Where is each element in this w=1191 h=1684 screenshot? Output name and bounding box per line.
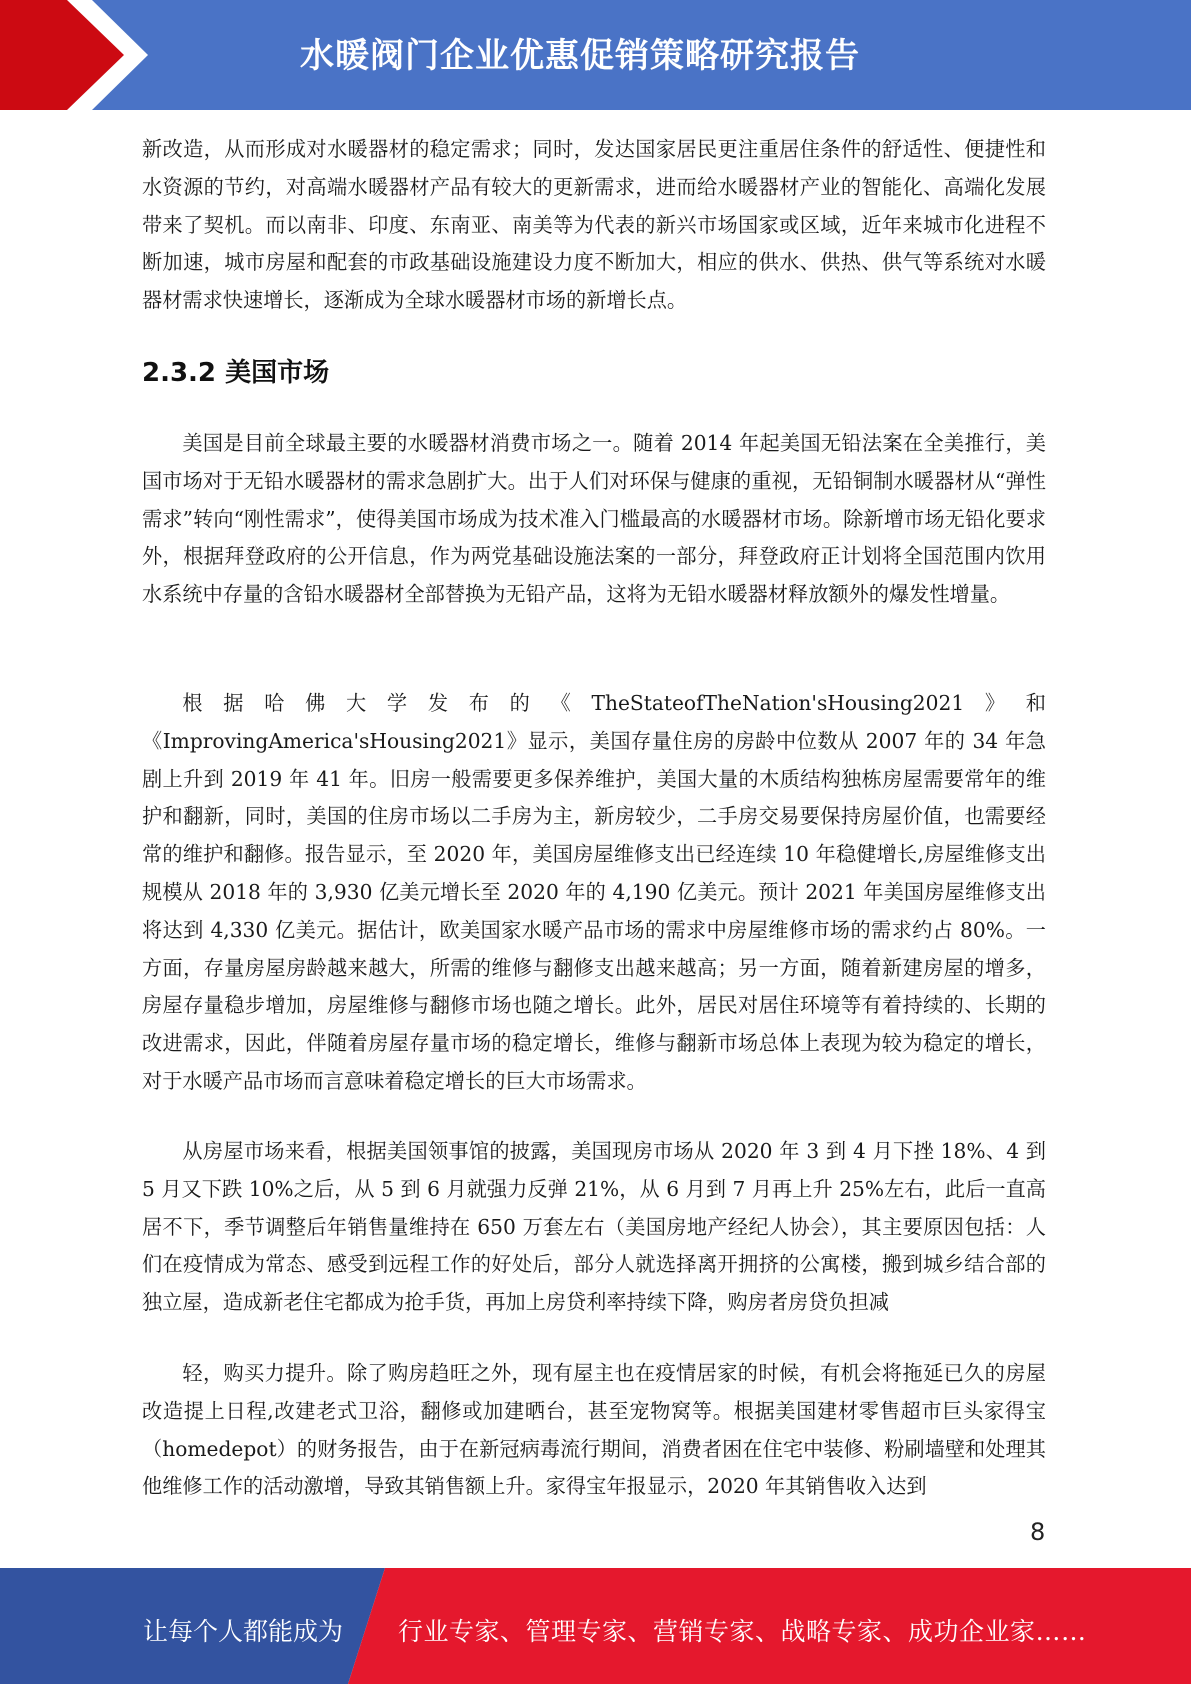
footer-slogan-left: 让每个人都能成为 <box>143 1617 344 1646</box>
paragraph: 轻，购买力提升。除了购房趋旺之外，现有屋主也在疫情居家的时候，有机会将拖延已久的房屋改造提上日程,改建老式卫浴，翻修或加建晒台，甚至宠物窝等。根据美国建材零售超市巨头家得宝（homedepot）的财务报告，由于在新冠病毒流行期间，消费者困在住宅中装修、粉刷墙壁和处理其他维修工作的活动激增，导致其销售额上升。家得宝年报显示，2020 年其销售收入达到 <box>142 1361 1046 1499</box>
paragraph: 美国是目前全球最主要的水暖器材消费市场之一。随着 2014 年起美国无铅法案在全美推行，美国市场对于无铅水暖器材的需求急剧扩大。出于人们对环保与健康的重视，无铅铜制水暖器材从“弹性需求”转向“刚性需求”，使得美国市场成为技术准入门槛最高的水暖器材市场。除新增市场无铅化要求外，根据拜登政府的公开信息，作为两党基础设施法案的一部分，拜登政府正计划将全国范围内饮用水系统中存量的含铅水暖器材全部替换为无铅产品，这将为无铅水暖器材释放额外的爆发性增量。 <box>142 431 1046 607</box>
footer-band <box>0 1568 1191 1684</box>
footer-slogan-right: 行业专家、管理专家、营销专家、战略专家、成功企业家…… <box>398 1617 1087 1646</box>
header-arrow-decoration <box>0 0 160 110</box>
paragraph-home-depot <box>142 1355 1046 1506</box>
header-band <box>0 0 1191 110</box>
paragraph-housing-market <box>142 1133 1046 1322</box>
report-title: 水暖阀门企业优惠促销策略研究报告 <box>300 36 860 76</box>
paragraph-us-market <box>142 425 1046 614</box>
paragraph-harvard-report <box>142 685 1046 1101</box>
page-number: 8 <box>1030 1518 1046 1546</box>
paragraph: 新改造，从而形成对水暖器材的稳定需求；同时，发达国家居民更注重居住条件的舒适性、便捷性和水资源的节约，对高端水暖器材产品有较大的更新需求，进而给水暖器材产业的智能化、高端化发展带来了契机。而以南非、印度、东南亚、南美等为代表的新兴市场国家或区域，近年来城市化进程不断加速，城市房屋和配套的市政基础设施建设力度不断加大，相应的供水、供热、供气等系统对水暖器材需求快速增长，逐渐成为全球水暖器材市场的新增长点。 <box>142 137 1046 313</box>
paragraph: 从房屋市场来看，根据美国领事馆的披露，美国现房市场从 2020 年 3 到 4 月下挫 18%、4 到 5 月又下跌 10%之后，从 5 到 6 月就强力反弹 21%，从 6 月到 7 月再上升 25%左右，此后一直高居不下，季节调整后年销售量维持在 650 万套左右（美国房地产经纪人协会），其主要原因包括：人们在疫情成为常态、感受到远程工作的好处后，部分人就选择离开拥挤的公寓楼，搬到城乡结合部的独立屋，造成新老住宅都成为抢手货，再加上房贷利率持续下降，购房者房贷负担减 <box>142 1139 1046 1315</box>
section-heading: 2.3.2 美国市场 <box>142 358 330 388</box>
paragraph-intro-continued <box>142 131 1046 320</box>
paragraph: 根据哈佛大学发布的《TheStateofTheNation'sHousing2021》和《ImprovingAmerica'sHousing2021》显示，美国存量住房的房龄中位数从 2007 年的 34 年急剧上升到 2019 年 41 年。旧房一般需要更多保养维护，美国大量的木质结构独栋房屋需要常年的维护和翻新，同时，美国的住房市场以二手房为主，新房较少，二手房交易要保持房屋价值，也需要经常的维护和翻修。报告显示，至 2020 年，美国房屋维修支出已经连续 10 年稳健增长,房屋维修支出规模从 2018 年的 3,930 亿美元增长至 2020 年的 4,190 亿美元。预计 2021 年美国房屋维修支出将达到 4,330 亿美元。据估计，欧美国家水暖产品市场的需求中房屋维修市场的需求约占 80%。一方面，存量房屋房龄越来越大，所需的维修与翻修支出越来越高；另一方面，随着新建房屋的增多，房屋存量稳步增加，房屋维修与翻修市场也随之增长。此外，居民对居住环境等有着持续的、长期的改进需求，因此，伴随着房屋存量市场的稳定增长，维修与翻新市场总体上表现为较为稳定的增长，对于水暖产品市场而言意味着稳定增长的巨大市场需求。 <box>142 691 1046 1093</box>
